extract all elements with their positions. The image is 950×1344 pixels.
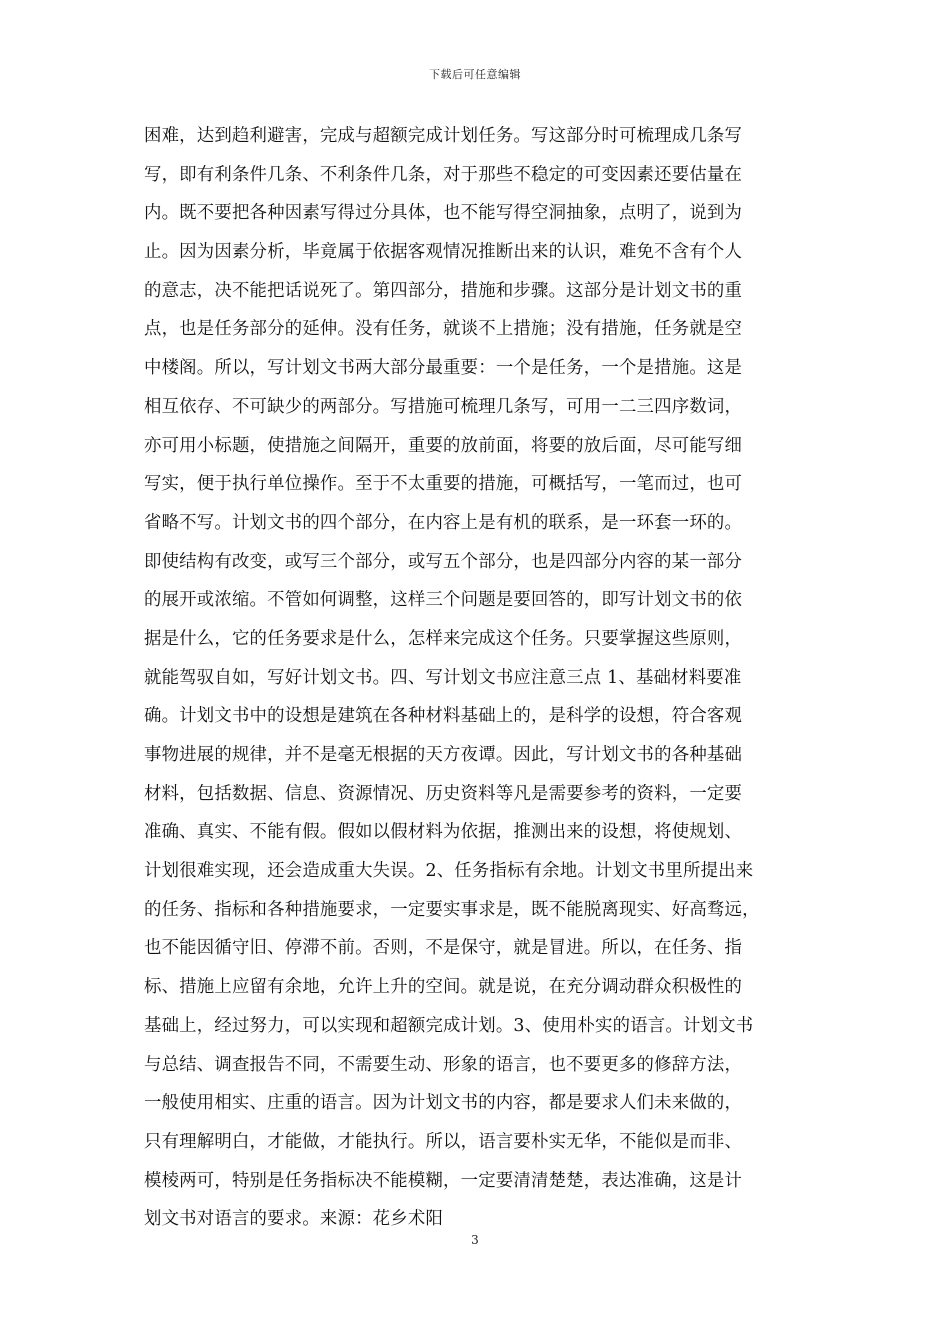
- text-line: 也不能因循守旧、停滞不前。否则，不是保守，就是冒进。所以，在任务、指: [144, 938, 743, 959]
- text-line: 中楼阁。所以，写计划文书两大部分最重要：一个是任务，一个是措施。这是: [144, 358, 743, 379]
- text-line: 即使结构有改变，或写三个部分，或写五个部分，也是四部分内容的某一部分: [144, 551, 743, 572]
- text-line: 准确、真实、不能有假。假如以假材料为依据，推测出来的设想，将使规划、: [144, 822, 743, 843]
- text-line: 基础上，经过努力，可以实现和超额完成计划。3、使用朴实的语言。计划文书: [144, 1015, 754, 1036]
- text-line: 据是什么，它的任务要求是什么，怎样来完成这个任务。只要掌握这些原则，: [144, 628, 743, 649]
- text-line: 写实，便于执行单位操作。至于不太重要的措施，可概括写，一笔而过，也可: [144, 474, 743, 495]
- text-line: 确。计划文书中的设想是建筑在各种材料基础上的，是科学的设想，符合客观: [144, 706, 743, 727]
- text-line: 的意志，决不能把话说死了。第四部分，措施和步骤。这部分是计划文书的重: [144, 280, 743, 301]
- text-line: 与总结、调查报告不同，不需要生动、形象的语言，也不要更多的修辞方法，: [144, 1054, 743, 1075]
- text-line: 标、措施上应留有余地，允许上升的空间。就是说，在充分调动群众积极性的: [144, 977, 743, 998]
- text-line: 写，即有利条件几条、不利条件几条，对于那些不稳定的可变因素还要估量在: [144, 164, 743, 185]
- page-header-note: 下载后可任意编辑: [429, 68, 521, 81]
- text-line: 一般使用相实、庄重的语言。因为计划文书的内容，都是要求人们未来做的，: [144, 1093, 743, 1114]
- text-line: 划文书对语言的要求。来源：花乡术阳: [144, 1209, 444, 1230]
- text-line: 内。既不要把各种因素写得过分具体，也不能写得空洞抽象，点明了，说到为: [144, 203, 743, 224]
- text-line: 点，也是任务部分的延伸。没有任务，就谈不上措施；没有措施，任务就是空: [144, 319, 743, 340]
- text-line: 的任务、指标和各种措施要求，一定要实事求是，既不能脱离现实、好高骛远，: [144, 899, 760, 920]
- text-line: 省略不写。计划文书的四个部分，在内容上是有机的联系，是一环套一环的。: [144, 512, 743, 533]
- text-line: 只有理解明白，才能做，才能执行。所以，语言要朴实无华，不能似是而非、: [144, 1131, 743, 1152]
- text-line: 相互依存、不可缺少的两部分。写措施可梳理几条写，可用一二三四序数词，: [144, 396, 743, 417]
- text-line: 模棱两可，特别是任务指标决不能模糊，一定要清清楚楚，表达准确，这是计: [144, 1170, 743, 1191]
- body-text: [144, 117, 814, 1239]
- text-line: 计划很难实现，还会造成重大失误。2、任务指标有余地。计划文书里所提出来: [144, 861, 754, 882]
- text-line: 材料，包括数据、信息、资源情况、历史资料等凡是需要参考的资料，一定要: [144, 783, 743, 804]
- text-line: 亦可用小标题，使措施之间隔开，重要的放前面，将要的放后面，尽可能写细: [144, 435, 743, 456]
- text-line: 止。因为因素分析，毕竟属于依据客观情况推断出来的认识，难免不含有个人: [144, 242, 743, 263]
- text-line: 困难，达到趋利避害，完成与超额完成计划任务。写这部分时可梳理成几条写: [144, 126, 743, 146]
- page-number: 3: [471, 1233, 479, 1247]
- text-line: 的展开或浓缩。不管如何调整，这样三个问题是要回答的，即写计划文书的依: [144, 590, 743, 611]
- text-line: 事物进展的规律，并不是毫无根据的天方夜谭。因此，写计划文书的各种基础: [144, 745, 743, 765]
- text-line: 就能驾驭自如，写好计划文书。四、写计划文书应注意三点 1、基础材料要准: [144, 667, 742, 688]
